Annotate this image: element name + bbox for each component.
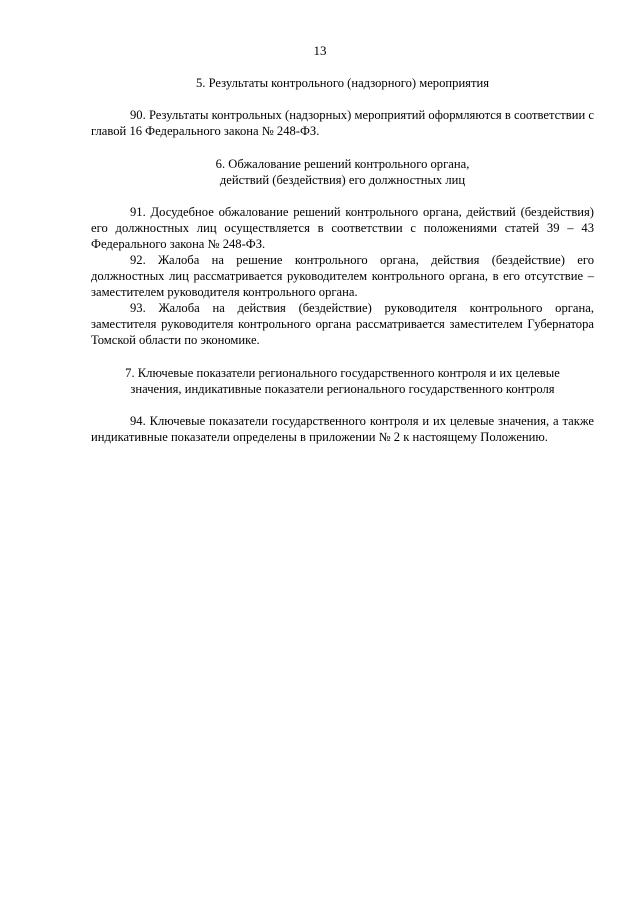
paragraph-91: 91. Досудебное обжалование решений контрольного органа, действий (бездействия) его должностных лиц осуществляется в соответствии с положениями статей 39 – 43 Федерального закона № 248-ФЗ. [91,205,594,251]
section-7 [91,365,594,445]
section-6 [91,156,594,348]
section-heading [91,75,594,91]
paragraph-90: 90. Результаты контрольных (надзорных) мероприятий оформляются в соответствии с главой 16 Федерального закона № 248-ФЗ. [91,108,594,138]
paragraph-92: 92. Жалоба на решение контрольного органа, действия (бездействие) его должностных лиц рассматривается руководителем контрольного органа, в его отсутствие – заместителем руководителя контрольного органа. [91,253,594,299]
section-heading-line: значения, индикативные показатели регионального государственного контроля [130,382,555,396]
section-heading [91,365,594,397]
section-heading-line: действий (бездействия) его должностных лиц [219,173,466,187]
document-body [91,75,594,445]
section-heading-line: 7. Ключевые показатели регионального государственного контроля и их целевые [125,366,560,380]
section-heading-line: 5. Результаты контрольного (надзорного) мероприятия [195,76,490,90]
page-number: 13 [313,43,327,58]
section-5 [91,75,594,139]
section-heading [91,156,594,188]
paragraph-93: 93. Жалоба на действия (бездействие) руководителя контрольного органа, заместителя руководителя контрольного органа рассматривается заместителем Губернатора Томской области по экономике. [91,301,594,347]
section-heading-line: 6. Обжалование решений контрольного органа, [215,157,470,171]
paragraph-94: 94. Ключевые показатели государственного контроля и их целевые значения, а также индикативные показатели определены в приложении № 2 к настоящему Положению. [91,414,594,444]
